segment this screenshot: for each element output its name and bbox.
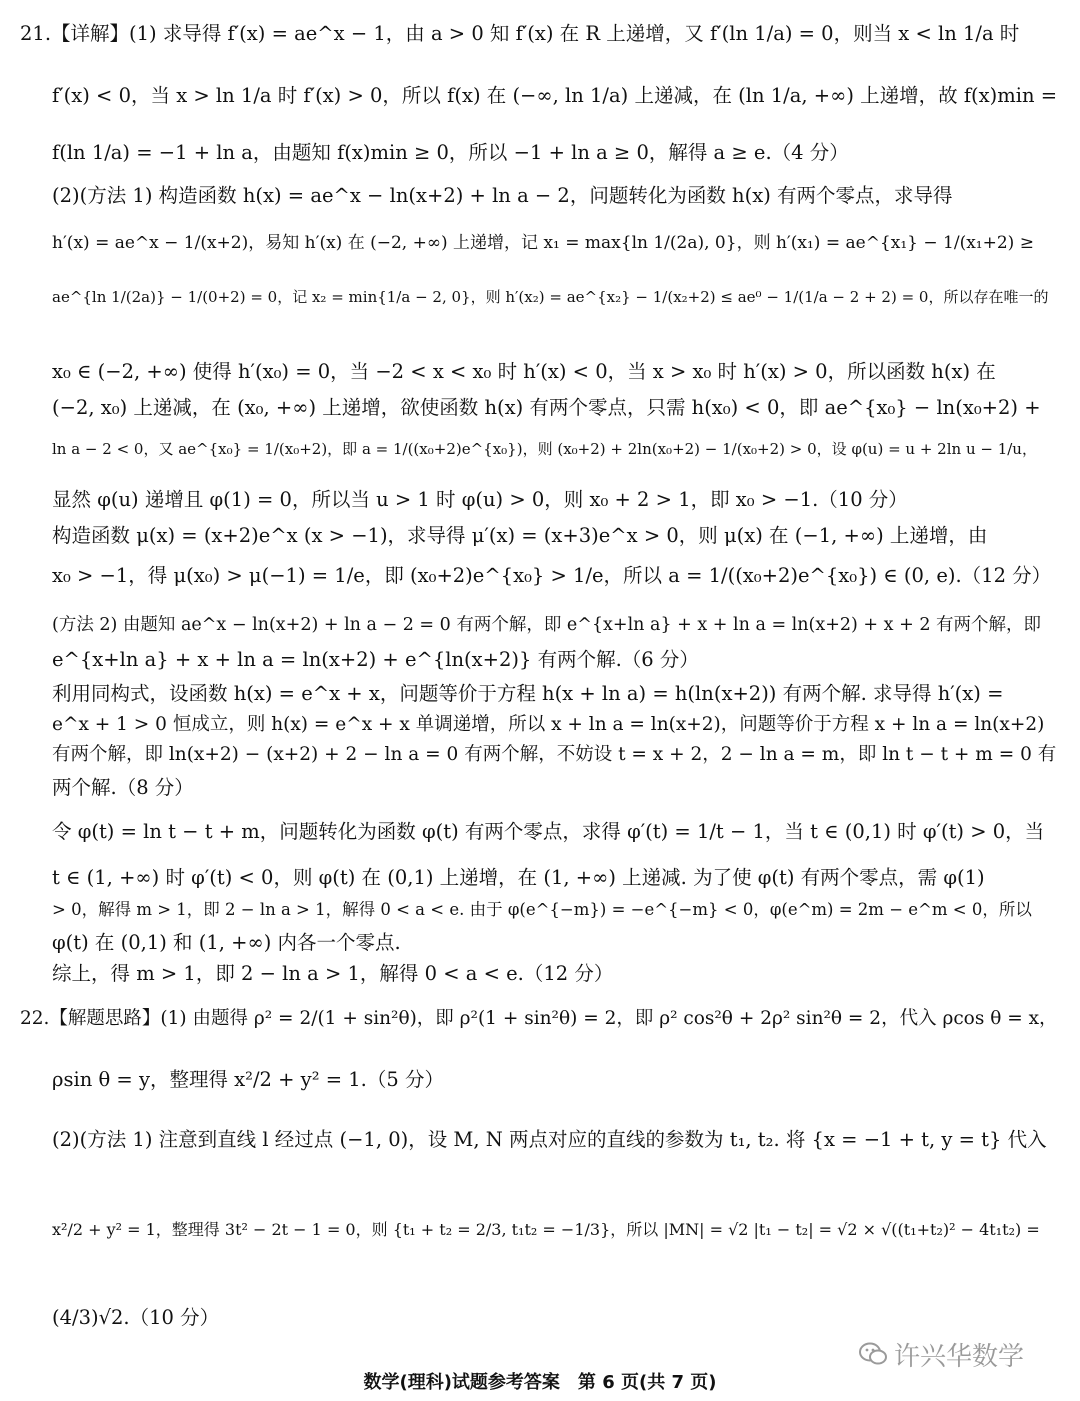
p21-line-16: e^x + 1 > 0 恒成立，则 h(x) = e^x + x 单调递增，所以 x + ln a = ln(x+2)，问题等价于方程 x + ln a = ln(x+2) [52, 714, 1045, 735]
p21-line-18: 两个解.（8 分） [52, 776, 194, 799]
p21-line-19: 令 φ(t) = ln t − t + m，问题转化为函数 φ(t) 有两个零点，求得 φ′(t) = 1/t − 1，当 t ∈ (0,1) 时 φ′(t) > 0，当 [52, 820, 1045, 843]
p21-line-11: 构造函数 μ(x) = (x+2)e^x (x > −1)，求导得 μ′(x) = (x+3)e^x > 0，则 μ(x) 在 (−1, +∞) 上递增，由 [52, 524, 988, 547]
p21-line-8: (−2, x₀) 上递减，在 (x₀, +∞) 上递增，欲使函数 h(x) 有两个零点，只需 h(x₀) < 0，即 ae^{x₀} − ln(x₀+2) + [52, 396, 1041, 419]
p21-line-9: ln a − 2 < 0，又 ae^{x₀} = 1/(x₀+2)，即 a = 1/((x₀+2)e^{x₀})，则 (x₀+2) + 2ln(x₀+2) − 1/(x₀+2) > 0，设 φ(u) = u + 2ln u − 1/u， [52, 440, 1037, 458]
p22-line-2: ρsin θ = y，整理得 x²/2 + y² = 1.（5 分） [52, 1068, 444, 1091]
p21-line-6: ae^{ln 1/(2a)} − 1/(0+2) = 0，记 x₂ = min{1/a − 2, 0}，则 h′(x₂) = ae^{x₂} − 1/(x₂+2) ≤ ae⁰ − 1/(1/a − 2 + 2) = 0，所以存在唯一的 [52, 288, 1049, 306]
p21-line-12: x₀ > −1，得 μ(x₀) > μ(−1) = 1/e，即 (x₀+2)e^{x₀} > 1/e，所以 a = 1/((x₀+2)e^{x₀}) ∈ (0, e).（12 分） [52, 564, 1052, 587]
p21-line-3: f(ln 1/a) = −1 + ln a，由题知 f(x)min ≥ 0，所以 −1 + ln a ≥ 0，解得 a ≥ e.（4 分） [52, 141, 849, 164]
p21-line-1: 21.【详解】(1) 求导得 f′(x) = ae^x − 1，由 a > 0 知 f′(x) 在 R 上递增，又 f′(ln 1/a) = 0，则当 x < ln 1/a 时 [20, 22, 1020, 45]
p22-line-5: (4/3)√2.（10 分） [52, 1306, 220, 1329]
page-footer: 数学(理科)试题参考答案 第 6 页(共 7 页) [363, 1372, 717, 1393]
p21-line-2: f′(x) < 0，当 x > ln 1/a 时 f′(x) > 0，所以 f(x) 在 (−∞, ln 1/a) 上递减，在 (ln 1/a, +∞) 上递增，故 f(x)min = [52, 84, 1058, 107]
p21-line-10: 显然 φ(u) 递增且 φ(1) = 0，所以当 u > 1 时 φ(u) > 0，则 x₀ + 2 > 1，即 x₀ > −1.（10 分） [52, 488, 908, 511]
p21-line-22: φ(t) 在 (0,1) 和 (1, +∞) 内各一个零点. [52, 931, 401, 954]
p21-line-13: (方法 2) 由题知 ae^x − ln(x+2) + ln a − 2 = 0 有两个解，即 e^{x+ln a} + x + ln a = ln(x+2) + x + 2 有两个解，即 [52, 615, 1042, 635]
p22-line-4: x²/2 + y² = 1，整理得 3t² − 2t − 1 = 0，则 {t₁ + t₂ = 2/3, t₁t₂ = −1/3}，所以 |MN| = √2 |t₁ − t₂| = √2 × √((t₁+t₂)² − 4t₁t₂) = [52, 1220, 1040, 1239]
p21-line-5: h′(x) = ae^x − 1/(x+2)，易知 h′(x) 在 (−2, +∞) 上递增，记 x₁ = max{ln 1/(2a), 0}，则 h′(x₁) = ae^{x₁} − 1/(x₁+2) ≥ [52, 233, 1034, 253]
p21-line-4: (2)(方法 1) 构造函数 h(x) = ae^x − ln(x+2) + ln a − 2，问题转化为函数 h(x) 有两个零点，求导得 [52, 184, 953, 207]
p21-line-15: 利用同构式，设函数 h(x) = e^x + x，问题等价于方程 h(x + ln a) = h(ln(x+2)) 有两个解. 求导得 h′(x) = [52, 682, 1004, 705]
p22-line-1: 22.【解题思路】(1) 由题得 ρ² = 2/(1 + sin²θ)，即 ρ²(1 + sin²θ) = 2，即 ρ² cos²θ + 2ρ² sin²θ = 2，代入 ρcos θ = x， [20, 1008, 1058, 1029]
p21-line-20: t ∈ (1, +∞) 时 φ′(t) < 0，则 φ(t) 在 (0,1) 上递增，在 (1, +∞) 上递减. 为了使 φ(t) 有两个零点，需 φ(1) [52, 866, 985, 889]
watermark-text: 许兴华数学 [894, 1342, 1025, 1372]
p21-line-21: > 0，解得 m > 1，即 2 − ln a > 1，解得 0 < a < e. 由于 φ(e^{−m}) = −e^{−m} < 0，φ(e^m) = 2m − e^m < 0，所以 [52, 900, 1032, 919]
p21-line-7: x₀ ∈ (−2, +∞) 使得 h′(x₀) = 0，当 −2 < x < x₀ 时 h′(x) < 0，当 x > x₀ 时 h′(x) > 0，所以函数 h(x) 在 [52, 360, 996, 383]
p21-line-17: 有两个解，即 ln(x+2) − (x+2) + 2 − ln a = 0 有两个解，不妨设 t = x + 2，2 − ln a = m，即 ln t − t + m = 0 有 [52, 744, 1057, 765]
p21-line-23: 综上，得 m > 1，即 2 − ln a > 1，解得 0 < a < e.（12 分） [52, 962, 614, 985]
p21-line-14: e^{x+ln a} + x + ln a = ln(x+2) + e^{ln(x+2)} 有两个解.（6 分） [52, 648, 699, 671]
p22-line-3: (2)(方法 1) 注意到直线 l 经过点 (−1, 0)，设 M, N 两点对应的直线的参数为 t₁, t₂. 将 {x = −1 + t, y = t} 代入 [52, 1128, 1047, 1151]
